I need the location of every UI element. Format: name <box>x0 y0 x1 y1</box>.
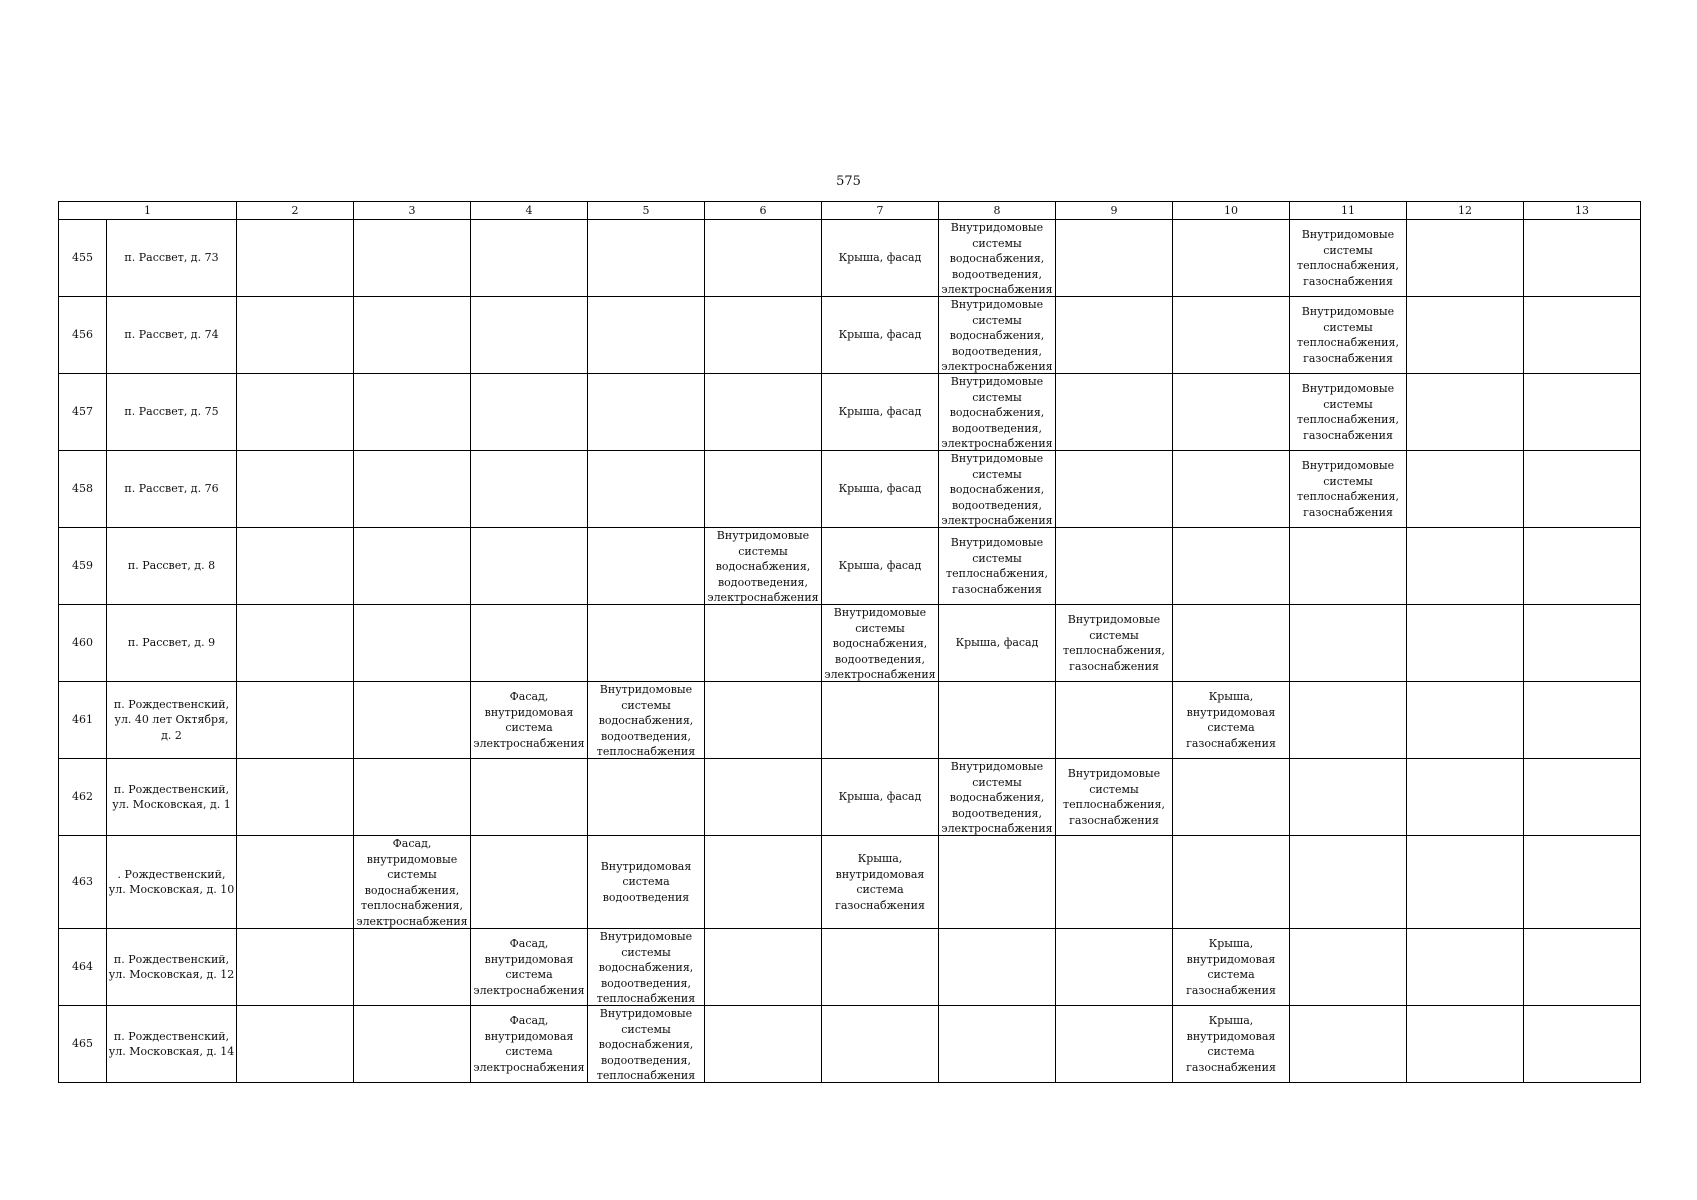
address-cell: п. Рассвет, д. 8 <box>107 528 237 605</box>
work-cell-col-10 <box>1173 1006 1290 1083</box>
work-cell-col-6 <box>705 297 822 374</box>
work-cell-text: Внутридомовые системы водоснабжения, водоотведения, электроснабжения <box>941 221 1053 296</box>
column-header-3: 3 <box>354 202 471 220</box>
work-cell-col-2 <box>237 605 354 682</box>
work-cell-col-2 <box>237 451 354 528</box>
work-cell-col-9 <box>1056 682 1173 759</box>
work-cell-text: Внутридомовые системы теплоснабжения, газоснабжения <box>1297 305 1399 365</box>
row-number-cell: 463 <box>59 836 107 929</box>
work-cell-col-12 <box>1407 1006 1524 1083</box>
work-cell-col-8 <box>939 929 1056 1006</box>
work-cell-col-3 <box>354 605 471 682</box>
work-cell-col-2 <box>237 297 354 374</box>
column-header-6: 6 <box>705 202 822 220</box>
column-header-12: 12 <box>1407 202 1524 220</box>
work-cell-col-8 <box>939 451 1056 528</box>
work-cell-text: Внутридомовые системы теплоснабжения, газоснабжения <box>1063 613 1165 673</box>
work-cell-col-3 <box>354 374 471 451</box>
work-cell-col-3 <box>354 759 471 836</box>
work-cell-col-5 <box>588 759 705 836</box>
work-cell-text: Внутридомовые системы водоснабжения, водоотведения, электроснабжения <box>707 529 819 604</box>
column-header-7: 7 <box>822 202 939 220</box>
work-cell-col-4 <box>471 836 588 929</box>
work-cell-text: Внутридомовые системы водоснабжения, водоотведения, теплоснабжения <box>596 1007 696 1082</box>
work-cell-col-12 <box>1407 759 1524 836</box>
work-cell-col-9 <box>1056 929 1173 1006</box>
work-cell-col-4 <box>471 374 588 451</box>
work-cell-col-6 <box>705 605 822 682</box>
address-cell: п. Рождественский, ул. Московская, д. 1 <box>107 759 237 836</box>
table-row <box>59 374 1641 451</box>
work-cell-col-10 <box>1173 759 1290 836</box>
work-cell-col-3 <box>354 682 471 759</box>
work-cell-col-5 <box>588 297 705 374</box>
table-row <box>59 759 1641 836</box>
work-cell-col-6 <box>705 528 822 605</box>
work-cell-col-7 <box>822 297 939 374</box>
work-cell-col-13 <box>1524 451 1641 528</box>
work-cell-text: Крыша, фасад <box>838 405 922 419</box>
work-cell-col-2 <box>237 682 354 759</box>
work-cell-col-9 <box>1056 1006 1173 1083</box>
work-cell-col-13 <box>1524 297 1641 374</box>
work-cell-col-7 <box>822 374 939 451</box>
work-cell-col-12 <box>1407 220 1524 297</box>
work-cell-col-12 <box>1407 374 1524 451</box>
work-cell-text: Крыша, внутридомовая система газоснабжения <box>1186 937 1276 997</box>
work-cell-text: Фасад, внутридомовая система электроснабжения <box>473 690 585 750</box>
work-cell-col-10 <box>1173 297 1290 374</box>
work-cell-col-12 <box>1407 605 1524 682</box>
work-cell-col-4 <box>471 605 588 682</box>
column-header-8: 8 <box>939 202 1056 220</box>
address-cell: . Рождественский, ул. Московская, д. 10 <box>107 836 237 929</box>
address-cell: п. Рассвет, д. 73 <box>107 220 237 297</box>
work-cell-col-5 <box>588 528 705 605</box>
row-number-cell: 455 <box>59 220 107 297</box>
address-cell: п. Рассвет, д. 76 <box>107 451 237 528</box>
column-header-10: 10 <box>1173 202 1290 220</box>
work-cell-col-4 <box>471 528 588 605</box>
work-cell-text: Крыша, фасад <box>838 559 922 573</box>
row-number-cell: 462 <box>59 759 107 836</box>
work-cell-text: Внутридомовые системы теплоснабжения, газоснабжения <box>1297 459 1399 519</box>
work-cell-col-12 <box>1407 836 1524 929</box>
work-cell-col-3 <box>354 297 471 374</box>
work-cell-col-13 <box>1524 1006 1641 1083</box>
column-header-2: 2 <box>237 202 354 220</box>
work-cell-text: Крыша, фасад <box>955 636 1039 650</box>
address-cell: п. Рассвет, д. 9 <box>107 605 237 682</box>
work-cell-col-2 <box>237 528 354 605</box>
work-cell-col-3 <box>354 836 471 929</box>
work-cell-col-11 <box>1290 759 1407 836</box>
work-cell-col-10 <box>1173 836 1290 929</box>
work-cell-col-10 <box>1173 374 1290 451</box>
work-cell-col-4 <box>471 929 588 1006</box>
work-cell-col-12 <box>1407 929 1524 1006</box>
work-cell-col-13 <box>1524 374 1641 451</box>
work-cell-col-10 <box>1173 929 1290 1006</box>
work-cell-text: Внутридомовые системы теплоснабжения, газоснабжения <box>1063 767 1165 827</box>
table-row <box>59 929 1641 1006</box>
work-cell-col-10 <box>1173 220 1290 297</box>
work-cell-col-11 <box>1290 836 1407 929</box>
work-cell-col-7 <box>822 836 939 929</box>
table-row <box>59 605 1641 682</box>
work-cell-col-6 <box>705 836 822 929</box>
work-cell-col-4 <box>471 1006 588 1083</box>
work-cell-col-5 <box>588 682 705 759</box>
work-cell-col-10 <box>1173 528 1290 605</box>
work-cell-col-11 <box>1290 297 1407 374</box>
work-cell-text: Внутридомовые системы теплоснабжения, газоснабжения <box>1297 382 1399 442</box>
work-cell-col-8 <box>939 297 1056 374</box>
work-cell-col-7 <box>822 929 939 1006</box>
work-cell-col-11 <box>1290 605 1407 682</box>
column-header-11: 11 <box>1290 202 1407 220</box>
work-cell-col-5 <box>588 929 705 1006</box>
column-header-1: 1 <box>59 202 237 220</box>
row-number-cell: 459 <box>59 528 107 605</box>
work-cell-col-11 <box>1290 220 1407 297</box>
work-cell-text: Фасад, внутридомовая система электроснабжения <box>473 1014 585 1074</box>
work-cell-col-9 <box>1056 759 1173 836</box>
work-cell-col-2 <box>237 220 354 297</box>
work-cell-col-13 <box>1524 682 1641 759</box>
table-row <box>59 528 1641 605</box>
table-row <box>59 297 1641 374</box>
work-cell-col-12 <box>1407 528 1524 605</box>
work-cell-col-4 <box>471 451 588 528</box>
work-cell-col-9 <box>1056 605 1173 682</box>
work-cell-col-9 <box>1056 374 1173 451</box>
work-cell-text: Внутридомовые системы водоснабжения, водоотведения, электроснабжения <box>824 606 936 681</box>
work-cell-col-11 <box>1290 451 1407 528</box>
table-row <box>59 1006 1641 1083</box>
work-cell-col-5 <box>588 836 705 929</box>
work-cell-col-6 <box>705 929 822 1006</box>
column-header-13: 13 <box>1524 202 1641 220</box>
table-row <box>59 451 1641 528</box>
column-header-4: 4 <box>471 202 588 220</box>
work-cell-text: Крыша, внутридомовая система газоснабжения <box>1186 1014 1276 1074</box>
work-cell-col-13 <box>1524 528 1641 605</box>
work-cell-col-9 <box>1056 836 1173 929</box>
work-cell-col-8 <box>939 374 1056 451</box>
work-cell-col-6 <box>705 682 822 759</box>
work-cell-col-9 <box>1056 528 1173 605</box>
work-cell-text: Внутридомовые системы водоснабжения, водоотведения, теплоснабжения <box>596 683 696 758</box>
address-cell: п. Рассвет, д. 75 <box>107 374 237 451</box>
work-cell-col-4 <box>471 220 588 297</box>
work-cell-text: Внутридомовые системы теплоснабжения, газоснабжения <box>946 536 1048 596</box>
work-cell-col-3 <box>354 528 471 605</box>
work-cell-col-8 <box>939 759 1056 836</box>
work-cell-col-6 <box>705 759 822 836</box>
work-cell-col-13 <box>1524 220 1641 297</box>
work-cell-text: Крыша, фасад <box>838 790 922 804</box>
row-number-cell: 464 <box>59 929 107 1006</box>
work-cell-col-6 <box>705 1006 822 1083</box>
work-cell-col-6 <box>705 374 822 451</box>
work-cell-text: Фасад, внутридомовая система электроснабжения <box>473 937 585 997</box>
work-cell-text: Внутридомовые системы водоснабжения, водоотведения, электроснабжения <box>941 452 1053 527</box>
work-cell-col-3 <box>354 1006 471 1083</box>
work-cell-col-3 <box>354 220 471 297</box>
work-cell-col-3 <box>354 929 471 1006</box>
work-cell-text: Внутридомовые системы водоснабжения, водоотведения, электроснабжения <box>941 760 1053 835</box>
work-cell-col-8 <box>939 682 1056 759</box>
column-header-9: 9 <box>1056 202 1173 220</box>
work-cell-col-12 <box>1407 451 1524 528</box>
row-number-cell: 460 <box>59 605 107 682</box>
work-cell-col-13 <box>1524 605 1641 682</box>
work-cell-col-5 <box>588 605 705 682</box>
column-header-5: 5 <box>588 202 705 220</box>
work-cell-text: Крыша, фасад <box>838 482 922 496</box>
table-row <box>59 682 1641 759</box>
address-cell: п. Рождественский, ул. 40 лет Октября, д. 2 <box>107 682 237 759</box>
work-cell-col-5 <box>588 1006 705 1083</box>
column-number-header-row <box>59 202 1641 220</box>
work-cell-text: Внутридомовая система водоотведения <box>600 859 692 904</box>
work-cell-col-7 <box>822 1006 939 1083</box>
work-cell-text: Внутридомовые системы водоснабжения, водоотведения, электроснабжения <box>941 375 1053 450</box>
row-number-cell: 458 <box>59 451 107 528</box>
work-cell-col-2 <box>237 929 354 1006</box>
work-cell-col-5 <box>588 451 705 528</box>
row-number-cell: 465 <box>59 1006 107 1083</box>
work-cell-col-8 <box>939 528 1056 605</box>
work-cell-col-13 <box>1524 836 1641 929</box>
work-cell-text: Крыша, внутридомовая система газоснабжения <box>835 852 925 912</box>
work-cell-text: Крыша, фасад <box>838 251 922 265</box>
work-cell-col-3 <box>354 451 471 528</box>
address-cell: п. Рождественский, ул. Московская, д. 14 <box>107 1006 237 1083</box>
work-cell-col-9 <box>1056 220 1173 297</box>
work-cell-col-7 <box>822 605 939 682</box>
work-cell-col-4 <box>471 682 588 759</box>
work-cell-col-7 <box>822 220 939 297</box>
table-row <box>59 836 1641 929</box>
work-cell-col-10 <box>1173 682 1290 759</box>
work-cell-col-2 <box>237 759 354 836</box>
work-cell-col-13 <box>1524 929 1641 1006</box>
row-number-cell: 456 <box>59 297 107 374</box>
work-cell-col-4 <box>471 297 588 374</box>
work-cell-col-2 <box>237 374 354 451</box>
work-cell-text: Внутридомовые системы водоснабжения, водоотведения, теплоснабжения <box>596 930 696 1005</box>
work-cell-text: Крыша, фасад <box>838 328 922 342</box>
work-cell-col-8 <box>939 836 1056 929</box>
work-cell-text: Внутридомовые системы теплоснабжения, газоснабжения <box>1297 228 1399 288</box>
work-cell-col-8 <box>939 1006 1056 1083</box>
work-cell-col-7 <box>822 759 939 836</box>
work-cell-col-5 <box>588 374 705 451</box>
work-cell-col-11 <box>1290 374 1407 451</box>
work-cell-col-9 <box>1056 297 1173 374</box>
work-cell-col-11 <box>1290 1006 1407 1083</box>
table-row <box>59 220 1641 297</box>
row-number-cell: 457 <box>59 374 107 451</box>
work-cell-text: Внутридомовые системы водоснабжения, водоотведения, электроснабжения <box>941 298 1053 373</box>
work-cell-text: Фасад, внутридомовые системы водоснабжения, теплоснабжения, электроснабжения <box>356 837 468 928</box>
work-cell-text: Крыша, внутридомовая система газоснабжения <box>1186 690 1276 750</box>
work-cell-col-12 <box>1407 297 1524 374</box>
work-cell-col-13 <box>1524 759 1641 836</box>
work-cell-col-6 <box>705 451 822 528</box>
works-schedule-table <box>58 201 1641 1083</box>
work-cell-col-11 <box>1290 682 1407 759</box>
work-cell-col-8 <box>939 605 1056 682</box>
work-cell-col-6 <box>705 220 822 297</box>
work-cell-col-11 <box>1290 528 1407 605</box>
work-cell-col-5 <box>588 220 705 297</box>
work-cell-col-10 <box>1173 605 1290 682</box>
work-cell-col-9 <box>1056 451 1173 528</box>
work-cell-col-7 <box>822 528 939 605</box>
work-cell-col-7 <box>822 682 939 759</box>
work-cell-col-2 <box>237 836 354 929</box>
address-cell: п. Рассвет, д. 74 <box>107 297 237 374</box>
row-number-cell: 461 <box>59 682 107 759</box>
work-cell-col-7 <box>822 451 939 528</box>
work-cell-col-11 <box>1290 929 1407 1006</box>
page-number: 575 <box>836 174 861 189</box>
work-cell-col-4 <box>471 759 588 836</box>
work-cell-col-8 <box>939 220 1056 297</box>
address-cell: п. Рождественский, ул. Московская, д. 12 <box>107 929 237 1006</box>
work-cell-col-2 <box>237 1006 354 1083</box>
work-cell-col-12 <box>1407 682 1524 759</box>
work-cell-col-10 <box>1173 451 1290 528</box>
